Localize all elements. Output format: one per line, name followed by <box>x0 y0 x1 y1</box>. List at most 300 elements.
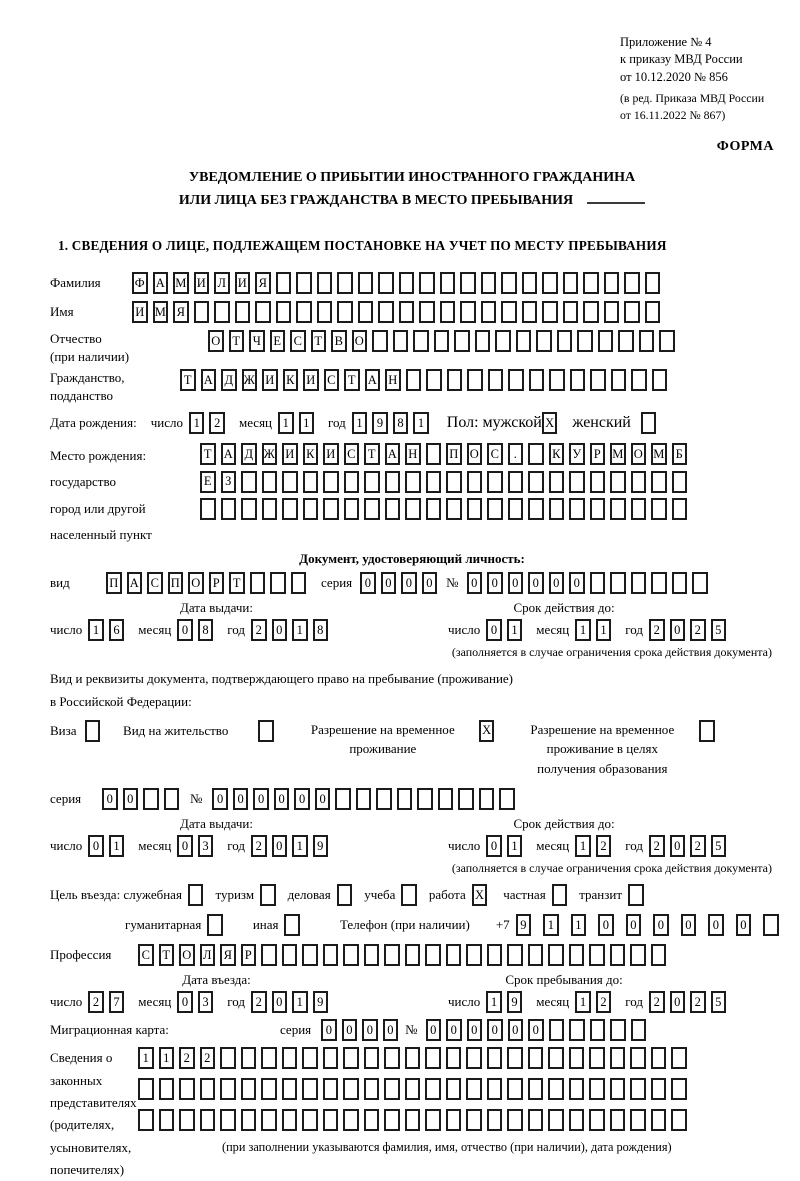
char-cell[interactable]: З <box>221 471 237 493</box>
char-cell[interactable] <box>651 572 667 594</box>
char-cell[interactable] <box>583 272 599 294</box>
char-cell[interactable] <box>425 1109 441 1131</box>
char-cell[interactable] <box>499 788 515 810</box>
char-cell[interactable] <box>282 1047 298 1069</box>
char-cell[interactable]: С <box>147 572 163 594</box>
char-cell[interactable] <box>358 301 374 323</box>
char-cell[interactable] <box>343 1047 359 1069</box>
char-cell[interactable] <box>569 1047 585 1069</box>
char-cell[interactable]: 2 <box>251 835 267 857</box>
char-cell[interactable]: И <box>235 272 251 294</box>
char-cell[interactable] <box>376 788 392 810</box>
char-cell[interactable] <box>528 471 544 493</box>
char-cell[interactable] <box>487 498 503 520</box>
char-cell[interactable] <box>610 498 626 520</box>
char-cell[interactable] <box>241 1047 257 1069</box>
char-cell[interactable]: 0 <box>274 788 290 810</box>
char-cell[interactable] <box>317 272 333 294</box>
char-cell[interactable] <box>528 1078 544 1100</box>
char-cell[interactable] <box>356 788 372 810</box>
char-cell[interactable]: 1 <box>352 412 368 434</box>
char-cell[interactable] <box>417 788 433 810</box>
char-cell[interactable]: Ж <box>262 443 278 465</box>
char-cell[interactable] <box>487 471 503 493</box>
char-cell[interactable] <box>549 369 565 391</box>
char-cell[interactable]: 2 <box>649 835 665 857</box>
char-cell[interactable] <box>516 330 532 352</box>
char-cell[interactable] <box>569 1109 585 1131</box>
char-cell[interactable] <box>405 1078 421 1100</box>
char-cell[interactable]: 1 <box>189 412 205 434</box>
char-cell[interactable] <box>692 572 708 594</box>
char-cell[interactable]: А <box>201 369 217 391</box>
char-cell[interactable]: С <box>138 944 154 966</box>
char-cell[interactable]: 0 <box>401 572 417 594</box>
char-cell[interactable] <box>645 272 661 294</box>
char-cell[interactable] <box>611 369 627 391</box>
char-cell[interactable] <box>651 498 667 520</box>
char-cell[interactable] <box>548 1047 564 1069</box>
char-cell[interactable]: 1 <box>278 412 294 434</box>
char-cell[interactable]: 0 <box>360 572 376 594</box>
char-cell[interactable] <box>590 498 606 520</box>
char-cell[interactable] <box>466 1078 482 1100</box>
char-cell[interactable]: 2 <box>690 619 706 641</box>
char-cell[interactable]: 0 <box>233 788 249 810</box>
char-cell[interactable] <box>378 301 394 323</box>
char-cell[interactable] <box>276 301 292 323</box>
char-cell[interactable] <box>207 914 223 936</box>
char-cell[interactable]: 0 <box>670 619 686 641</box>
char-cell[interactable] <box>364 471 380 493</box>
char-cell[interactable] <box>401 884 417 906</box>
char-cell[interactable]: А <box>365 369 381 391</box>
char-cell[interactable] <box>522 301 538 323</box>
char-cell[interactable] <box>258 720 274 742</box>
char-cell[interactable] <box>672 572 688 594</box>
char-cell[interactable] <box>302 1078 318 1100</box>
char-cell[interactable]: 0 <box>626 914 642 936</box>
char-cell[interactable] <box>501 272 517 294</box>
char-cell[interactable]: И <box>194 272 210 294</box>
char-cell[interactable]: 2 <box>690 835 706 857</box>
char-cell[interactable] <box>563 272 579 294</box>
char-cell[interactable] <box>488 369 504 391</box>
char-cell[interactable] <box>589 1109 605 1131</box>
char-cell[interactable] <box>763 914 779 936</box>
char-cell[interactable]: 9 <box>372 412 388 434</box>
char-cell[interactable]: Т <box>180 369 196 391</box>
char-cell[interactable] <box>399 272 415 294</box>
char-cell[interactable]: 1 <box>292 835 308 857</box>
char-cell[interactable]: Я <box>220 944 236 966</box>
char-cell[interactable] <box>284 914 300 936</box>
char-cell[interactable] <box>460 301 476 323</box>
char-cell[interactable]: Т <box>200 443 216 465</box>
char-cell[interactable] <box>343 1078 359 1100</box>
char-cell[interactable]: И <box>132 301 148 323</box>
char-cell[interactable] <box>624 272 640 294</box>
char-cell[interactable]: Р <box>241 944 257 966</box>
char-cell[interactable]: М <box>153 301 169 323</box>
char-cell[interactable]: О <box>467 443 483 465</box>
char-cell[interactable] <box>481 301 497 323</box>
char-cell[interactable] <box>446 471 462 493</box>
char-cell[interactable] <box>405 944 421 966</box>
char-cell[interactable]: 0 <box>446 1019 462 1041</box>
char-cell[interactable]: С <box>487 443 503 465</box>
char-cell[interactable] <box>419 272 435 294</box>
char-cell[interactable]: 0 <box>670 835 686 857</box>
char-cell[interactable] <box>343 1109 359 1131</box>
char-cell[interactable] <box>466 1109 482 1131</box>
char-cell[interactable] <box>651 1047 667 1069</box>
char-cell[interactable] <box>618 330 634 352</box>
char-cell[interactable] <box>590 369 606 391</box>
char-cell[interactable] <box>220 1109 236 1131</box>
char-cell[interactable]: 2 <box>690 991 706 1013</box>
char-cell[interactable] <box>542 301 558 323</box>
char-cell[interactable]: Т <box>344 369 360 391</box>
char-cell[interactable] <box>405 498 421 520</box>
char-cell[interactable]: 1 <box>507 619 523 641</box>
char-cell[interactable] <box>159 1078 175 1100</box>
char-cell[interactable]: К <box>303 443 319 465</box>
char-cell[interactable] <box>630 1109 646 1131</box>
char-cell[interactable] <box>282 944 298 966</box>
char-cell[interactable] <box>569 1078 585 1100</box>
char-cell[interactable]: 0 <box>294 788 310 810</box>
char-cell[interactable]: С <box>290 330 306 352</box>
char-cell[interactable] <box>255 301 271 323</box>
char-cell[interactable]: 0 <box>315 788 331 810</box>
char-cell[interactable] <box>303 498 319 520</box>
char-cell[interactable] <box>466 944 482 966</box>
char-cell[interactable] <box>220 1047 236 1069</box>
char-cell[interactable]: 0 <box>102 788 118 810</box>
char-cell[interactable]: 5 <box>711 991 727 1013</box>
char-cell[interactable]: Д <box>221 369 237 391</box>
char-cell[interactable] <box>188 884 204 906</box>
char-cell[interactable] <box>270 572 286 594</box>
char-cell[interactable] <box>159 1109 175 1131</box>
char-cell[interactable]: 1 <box>88 619 104 641</box>
char-cell[interactable] <box>344 471 360 493</box>
char-cell[interactable]: 0 <box>508 572 524 594</box>
char-cell[interactable]: 1 <box>299 412 315 434</box>
char-cell[interactable] <box>460 272 476 294</box>
char-cell[interactable] <box>446 1078 462 1100</box>
char-cell[interactable] <box>528 944 544 966</box>
char-cell[interactable] <box>671 1078 687 1100</box>
char-cell[interactable]: 0 <box>272 619 288 641</box>
char-cell[interactable] <box>672 498 688 520</box>
char-cell[interactable]: 5 <box>711 619 727 641</box>
char-cell[interactable] <box>296 301 312 323</box>
char-cell[interactable]: 1 <box>109 835 125 857</box>
char-cell[interactable]: Т <box>311 330 327 352</box>
char-cell[interactable] <box>651 471 667 493</box>
char-cell[interactable] <box>446 1047 462 1069</box>
char-cell[interactable] <box>487 1078 503 1100</box>
char-cell[interactable] <box>303 471 319 493</box>
char-cell[interactable]: 2 <box>179 1047 195 1069</box>
char-cell[interactable] <box>397 788 413 810</box>
char-cell[interactable]: М <box>651 443 667 465</box>
char-cell[interactable]: 9 <box>507 991 523 1013</box>
char-cell[interactable]: К <box>283 369 299 391</box>
char-cell[interactable]: 2 <box>88 991 104 1013</box>
char-cell[interactable]: 0 <box>123 788 139 810</box>
char-cell[interactable] <box>194 301 210 323</box>
char-cell[interactable] <box>458 788 474 810</box>
char-cell[interactable] <box>651 1078 667 1100</box>
char-cell[interactable]: 0 <box>569 572 585 594</box>
char-cell[interactable]: 2 <box>596 835 612 857</box>
char-cell[interactable] <box>282 498 298 520</box>
char-cell[interactable]: 1 <box>138 1047 154 1069</box>
char-cell[interactable] <box>323 498 339 520</box>
char-cell[interactable]: О <box>208 330 224 352</box>
char-cell[interactable] <box>276 272 292 294</box>
char-cell[interactable] <box>631 1019 647 1041</box>
char-cell[interactable]: В <box>331 330 347 352</box>
char-cell[interactable] <box>282 471 298 493</box>
char-cell[interactable] <box>262 471 278 493</box>
char-cell[interactable]: Р <box>209 572 225 594</box>
char-cell[interactable]: М <box>173 272 189 294</box>
char-cell[interactable]: Ф <box>132 272 148 294</box>
char-cell[interactable] <box>426 471 442 493</box>
char-cell[interactable] <box>604 301 620 323</box>
char-cell[interactable]: 0 <box>177 619 193 641</box>
char-cell[interactable] <box>628 884 644 906</box>
char-cell[interactable] <box>671 1047 687 1069</box>
char-cell[interactable] <box>200 1078 216 1100</box>
char-cell[interactable]: 3 <box>198 835 214 857</box>
char-cell[interactable] <box>425 1078 441 1100</box>
char-cell[interactable] <box>138 1109 154 1131</box>
char-cell[interactable]: 1 <box>543 914 559 936</box>
char-cell[interactable]: 1 <box>159 1047 175 1069</box>
char-cell[interactable] <box>583 301 599 323</box>
char-cell[interactable] <box>598 330 614 352</box>
char-cell[interactable]: П <box>168 572 184 594</box>
char-cell[interactable]: . <box>508 443 524 465</box>
char-cell[interactable] <box>260 884 276 906</box>
char-cell[interactable]: 2 <box>209 412 225 434</box>
char-cell[interactable] <box>302 1047 318 1069</box>
char-cell[interactable]: Д <box>241 443 257 465</box>
char-cell[interactable]: А <box>153 272 169 294</box>
char-cell[interactable] <box>241 471 257 493</box>
char-cell[interactable] <box>610 1109 626 1131</box>
char-cell[interactable] <box>200 1109 216 1131</box>
char-cell[interactable]: Л <box>214 272 230 294</box>
char-cell[interactable]: 2 <box>251 619 267 641</box>
char-cell[interactable] <box>385 471 401 493</box>
char-cell[interactable]: С <box>324 369 340 391</box>
char-cell[interactable] <box>405 1047 421 1069</box>
char-cell[interactable] <box>164 788 180 810</box>
char-cell[interactable] <box>419 301 435 323</box>
char-cell[interactable] <box>262 498 278 520</box>
char-cell[interactable] <box>393 330 409 352</box>
char-cell[interactable] <box>438 788 454 810</box>
char-cell[interactable] <box>467 498 483 520</box>
char-cell[interactable]: 6 <box>109 619 125 641</box>
char-cell[interactable] <box>261 1047 277 1069</box>
char-cell[interactable] <box>522 272 538 294</box>
char-cell[interactable]: 9 <box>516 914 532 936</box>
char-cell[interactable] <box>610 1047 626 1069</box>
char-cell[interactable] <box>85 720 101 742</box>
char-cell[interactable] <box>179 1109 195 1131</box>
char-cell[interactable] <box>214 301 230 323</box>
char-cell[interactable] <box>610 1078 626 1100</box>
char-cell[interactable]: 2 <box>649 991 665 1013</box>
char-cell[interactable] <box>475 330 491 352</box>
char-cell[interactable]: А <box>385 443 401 465</box>
char-cell[interactable]: У <box>569 443 585 465</box>
char-cell[interactable]: П <box>106 572 122 594</box>
char-cell[interactable] <box>323 471 339 493</box>
char-cell[interactable] <box>641 412 657 434</box>
char-cell[interactable] <box>549 1019 565 1041</box>
char-cell[interactable] <box>413 330 429 352</box>
char-cell[interactable]: 0 <box>653 914 669 936</box>
char-cell[interactable]: 1 <box>507 835 523 857</box>
char-cell[interactable] <box>364 1047 380 1069</box>
char-cell[interactable] <box>384 1078 400 1100</box>
char-cell[interactable] <box>610 572 626 594</box>
char-cell[interactable] <box>631 572 647 594</box>
char-cell[interactable]: О <box>352 330 368 352</box>
char-cell[interactable] <box>282 1109 298 1131</box>
char-cell[interactable] <box>446 498 462 520</box>
char-cell[interactable]: 8 <box>198 619 214 641</box>
char-cell[interactable]: 0 <box>177 835 193 857</box>
char-cell[interactable] <box>143 788 159 810</box>
char-cell[interactable]: А <box>127 572 143 594</box>
char-cell[interactable] <box>282 1078 298 1100</box>
char-cell[interactable] <box>569 471 585 493</box>
char-cell[interactable] <box>495 330 511 352</box>
char-cell[interactable]: 1 <box>292 991 308 1013</box>
char-cell[interactable]: 0 <box>381 572 397 594</box>
char-cell[interactable] <box>405 471 421 493</box>
char-cell[interactable] <box>138 1078 154 1100</box>
char-cell[interactable] <box>557 330 573 352</box>
char-cell[interactable]: 2 <box>251 991 267 1013</box>
char-cell[interactable] <box>610 471 626 493</box>
char-cell[interactable]: X <box>542 412 558 434</box>
char-cell[interactable] <box>446 1109 462 1131</box>
char-cell[interactable] <box>344 498 360 520</box>
char-cell[interactable]: 0 <box>426 1019 442 1041</box>
char-cell[interactable] <box>399 301 415 323</box>
char-cell[interactable]: П <box>446 443 462 465</box>
char-cell[interactable]: 8 <box>313 619 329 641</box>
char-cell[interactable]: 0 <box>528 1019 544 1041</box>
char-cell[interactable] <box>385 498 401 520</box>
char-cell[interactable]: Н <box>385 369 401 391</box>
char-cell[interactable]: 8 <box>393 412 409 434</box>
char-cell[interactable] <box>372 330 388 352</box>
char-cell[interactable] <box>426 443 442 465</box>
char-cell[interactable] <box>549 471 565 493</box>
char-cell[interactable] <box>434 330 450 352</box>
char-cell[interactable] <box>552 884 568 906</box>
char-cell[interactable]: 0 <box>549 572 565 594</box>
char-cell[interactable]: И <box>282 443 298 465</box>
char-cell[interactable] <box>569 944 585 966</box>
char-cell[interactable] <box>405 1109 421 1131</box>
char-cell[interactable]: Ч <box>249 330 265 352</box>
char-cell[interactable]: 0 <box>708 914 724 936</box>
char-cell[interactable]: 0 <box>508 1019 524 1041</box>
char-cell[interactable]: Б <box>672 443 688 465</box>
char-cell[interactable] <box>440 272 456 294</box>
char-cell[interactable]: 1 <box>596 619 612 641</box>
char-cell[interactable]: И <box>323 443 339 465</box>
char-cell[interactable] <box>261 944 277 966</box>
char-cell[interactable] <box>542 272 558 294</box>
char-cell[interactable] <box>337 301 353 323</box>
char-cell[interactable] <box>221 498 237 520</box>
char-cell[interactable]: 0 <box>321 1019 337 1041</box>
char-cell[interactable] <box>569 1019 585 1041</box>
char-cell[interactable] <box>631 498 647 520</box>
char-cell[interactable] <box>507 1078 523 1100</box>
char-cell[interactable] <box>589 944 605 966</box>
char-cell[interactable] <box>406 369 422 391</box>
char-cell[interactable] <box>425 1047 441 1069</box>
char-cell[interactable]: Я <box>255 272 271 294</box>
char-cell[interactable] <box>467 369 483 391</box>
char-cell[interactable] <box>639 330 655 352</box>
char-cell[interactable] <box>364 498 380 520</box>
char-cell[interactable]: О <box>631 443 647 465</box>
char-cell[interactable] <box>302 1109 318 1131</box>
char-cell[interactable] <box>508 471 524 493</box>
char-cell[interactable] <box>549 498 565 520</box>
char-cell[interactable] <box>528 1047 544 1069</box>
char-cell[interactable] <box>672 471 688 493</box>
char-cell[interactable] <box>479 788 495 810</box>
char-cell[interactable]: 0 <box>362 1019 378 1041</box>
char-cell[interactable] <box>323 1078 339 1100</box>
char-cell[interactable]: 2 <box>200 1047 216 1069</box>
char-cell[interactable] <box>487 944 503 966</box>
char-cell[interactable]: 1 <box>575 835 591 857</box>
char-cell[interactable]: Я <box>173 301 189 323</box>
char-cell[interactable]: Ж <box>242 369 258 391</box>
char-cell[interactable] <box>440 301 456 323</box>
char-cell[interactable] <box>384 1047 400 1069</box>
char-cell[interactable] <box>179 1078 195 1100</box>
char-cell[interactable] <box>528 1109 544 1131</box>
char-cell[interactable]: 2 <box>649 619 665 641</box>
char-cell[interactable]: Т <box>364 443 380 465</box>
char-cell[interactable] <box>261 1109 277 1131</box>
char-cell[interactable]: 0 <box>383 1019 399 1041</box>
char-cell[interactable] <box>364 1109 380 1131</box>
char-cell[interactable] <box>481 272 497 294</box>
char-cell[interactable]: 5 <box>711 835 727 857</box>
char-cell[interactable] <box>631 369 647 391</box>
char-cell[interactable] <box>589 1078 605 1100</box>
